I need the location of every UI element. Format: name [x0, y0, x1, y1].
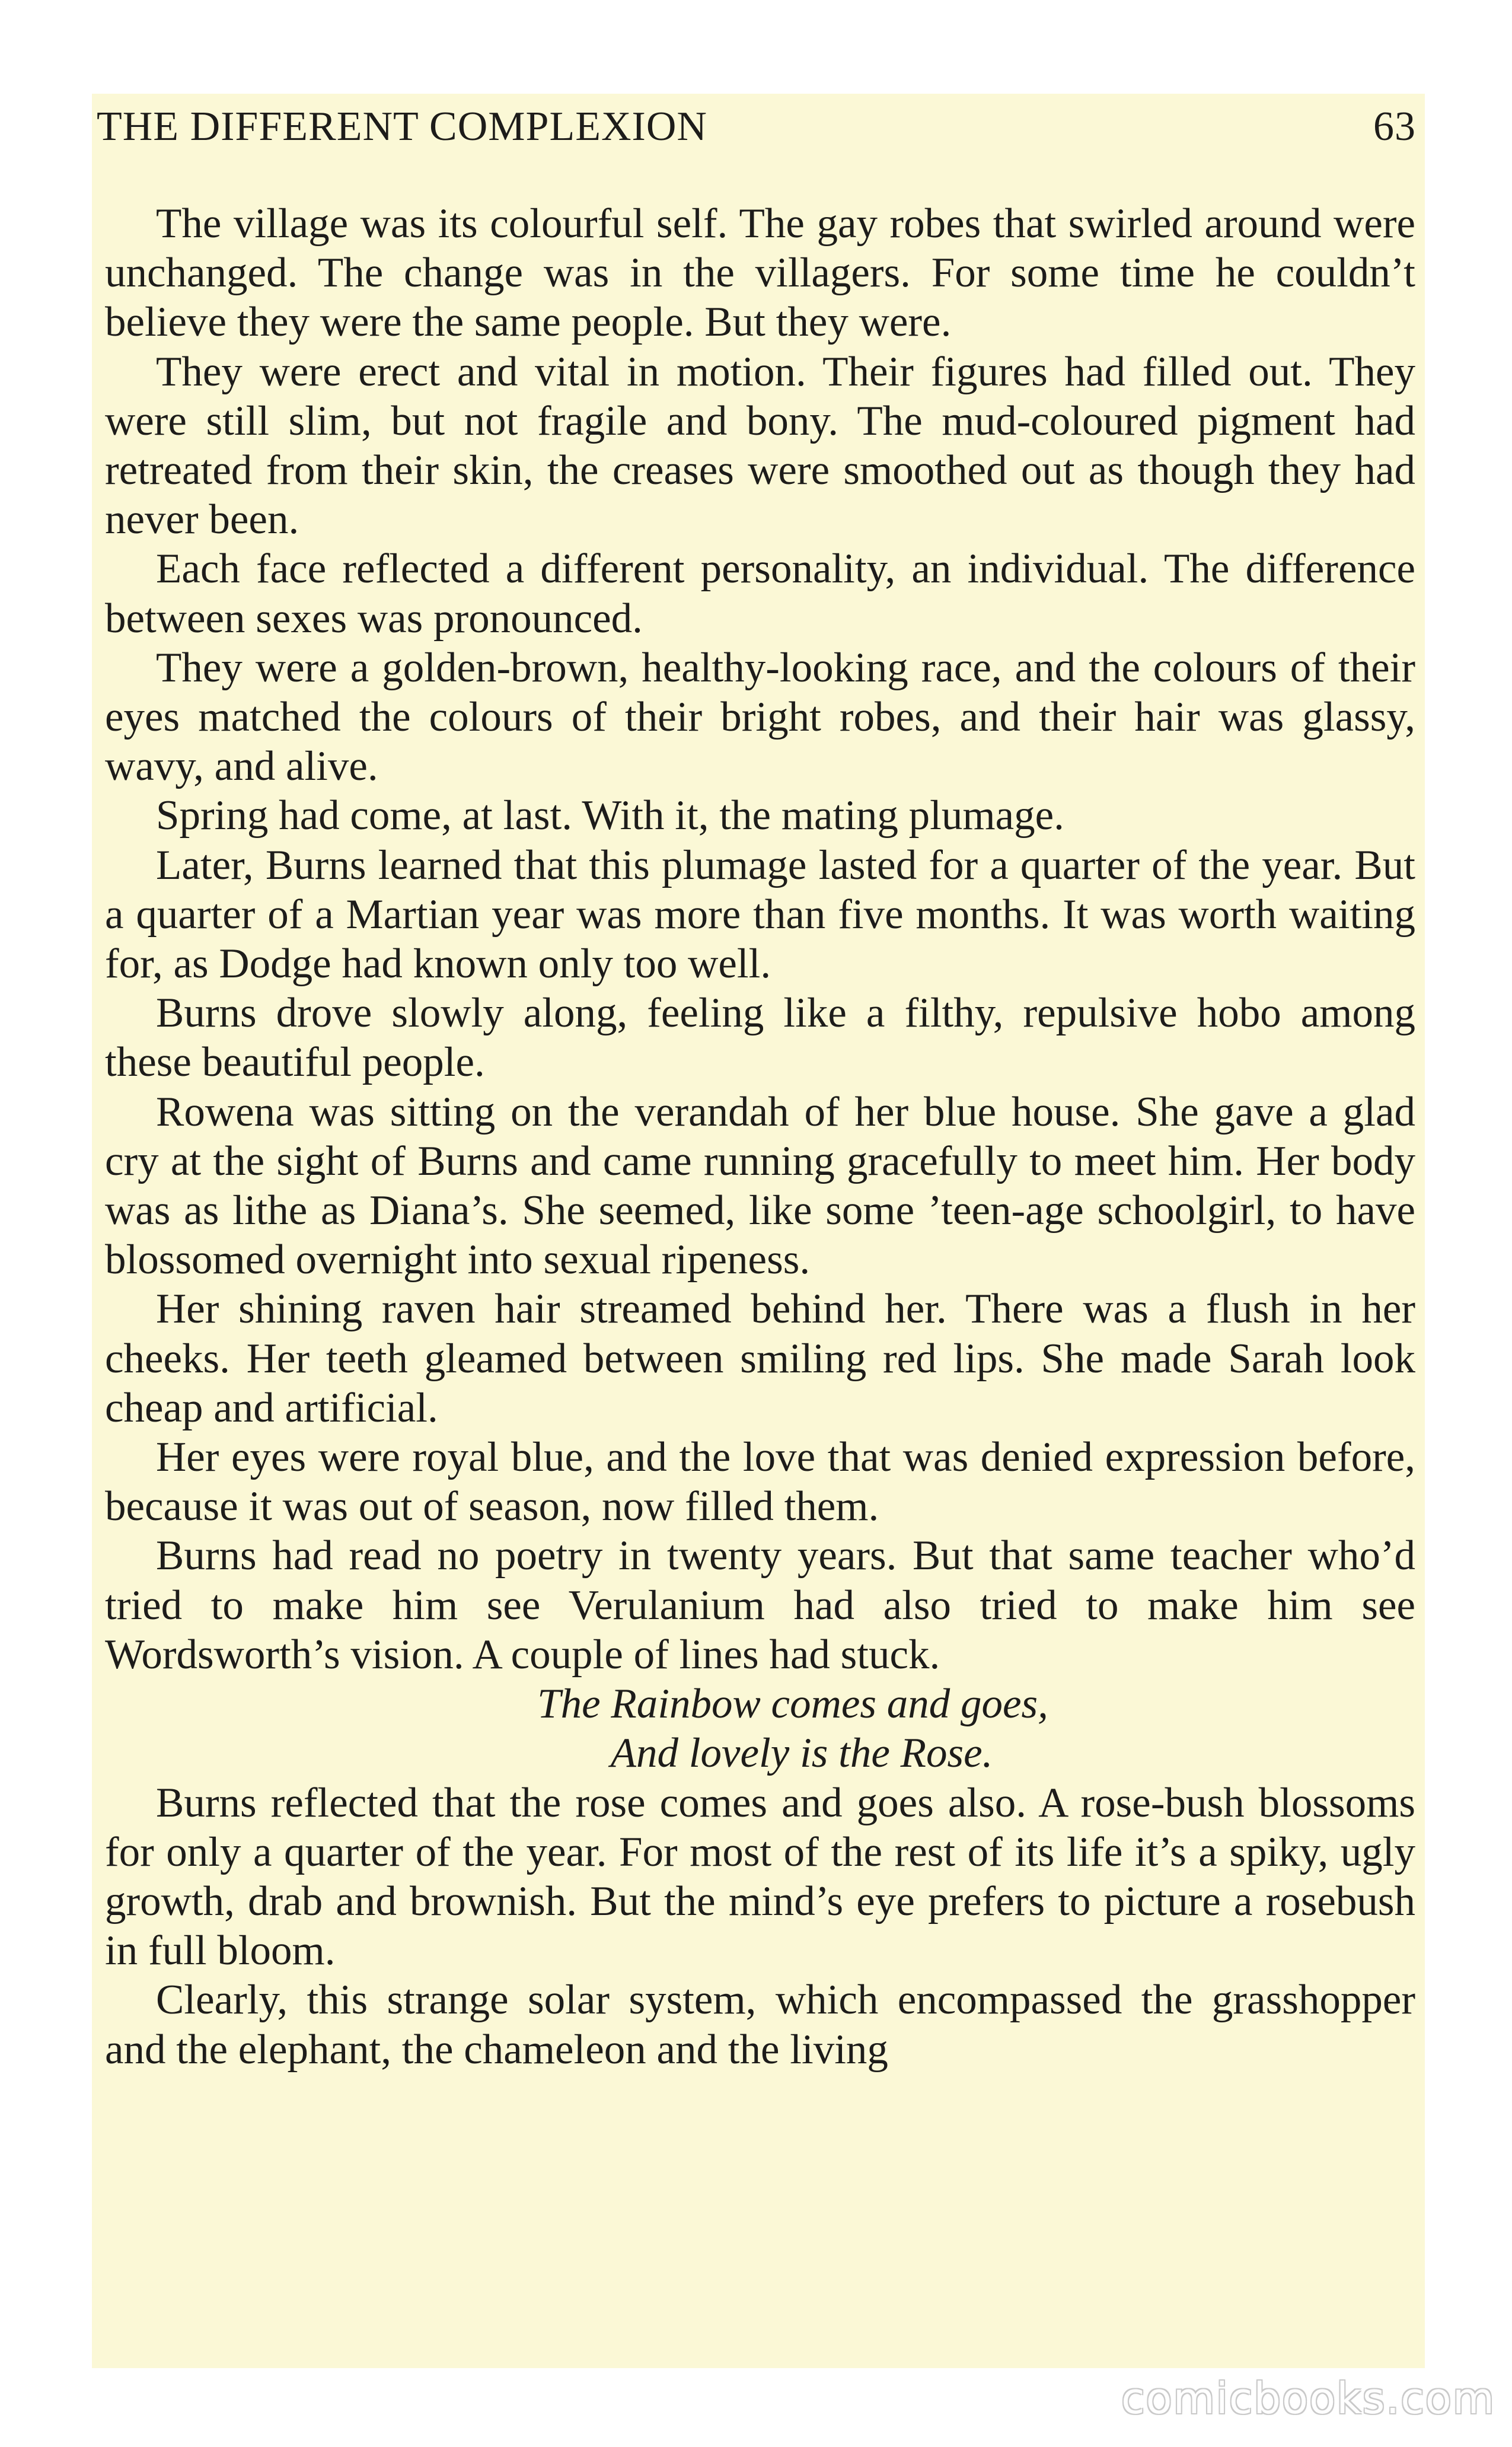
page-number: 63 — [1373, 104, 1416, 149]
running-header — [97, 97, 1416, 157]
paragraph: Burns reflected that the rose comes and goes also. A rose-bush blossoms for only a quarter of the year. For most of the rest of its life it’s a spiky, ugly growth, drab and brownish. But the mind’s eye prefers to picture a rosebush in full bloom. — [105, 1779, 1415, 1974]
site-watermark: comicbooks.com — [1121, 2373, 1495, 2423]
running-title: THE DIFFERENT COMPLEXION — [97, 104, 707, 149]
paragraph: Clearly, this strange solar system, which encompassed the grasshopper and the elephant, the chameleon and the living — [105, 1977, 1415, 2073]
paragraph: They were a golden-brown, healthy-looking race, and the colours of their eyes matched the colours of their bright robes, and their hair was glassy, wavy, and alive. — [105, 644, 1415, 790]
paragraph: Burns drove slowly along, feeling like a filthy, repulsive hobo among these beautiful people. — [105, 990, 1415, 1086]
poem-line: And lovely is the Rose. — [610, 1730, 993, 1777]
paragraph: Later, Burns learned that this plumage lasted for a quarter of the year. But a quarter of a Martian year was more than five months. It was worth waiting for, as Dodge had known only too well. — [105, 842, 1415, 987]
paragraph: Rowena was sitting on the verandah of her blue house. She gave a glad cry at the sight of Burns and came running gracefully to meet him. Her body was as lithe as Diana’s. She seemed, like some ’teen-age schoolgirl, to have blossomed overnight into sexual ripeness. — [105, 1088, 1415, 1283]
body-text — [105, 199, 1415, 2075]
paragraph: The village was its colourful self. The gay robes that swirled around were unchanged. The change was in the villagers. For some time he couldn’t believe they were the same people. But they were. — [105, 200, 1415, 346]
paragraph: Spring had come, at last. With it, the mating plumage. — [156, 792, 1064, 839]
poem-quote — [105, 1680, 1415, 1778]
paragraph: Each face reflected a different personality, an individual. The difference between sexes was pronounced. — [105, 546, 1415, 642]
paragraph: Her shining raven hair streamed behind her. There was a flush in her cheeks. Her teeth gleamed between smiling red lips. She made Sarah look cheap and artificial. — [105, 1286, 1415, 1431]
book-page — [92, 94, 1425, 2368]
paragraph: Burns had read no poetry in twenty years. But that same teacher who’d tried to make him see Verulanium had also tried to make him see Wordsworth’s vision. A couple of lines had stuck. — [105, 1532, 1415, 1678]
paragraph: Her eyes were royal blue, and the love that was denied expression before, because it was out of season, now filled them. — [105, 1434, 1415, 1530]
poem-line: The Rainbow comes and goes, — [537, 1681, 1048, 1728]
paragraph: They were erect and vital in motion. Their figures had filled out. They were still slim, but not fragile and bony. The mud-coloured pigment had retreated from their skin, the creases were smoothed out as though they had never been. — [105, 348, 1415, 543]
